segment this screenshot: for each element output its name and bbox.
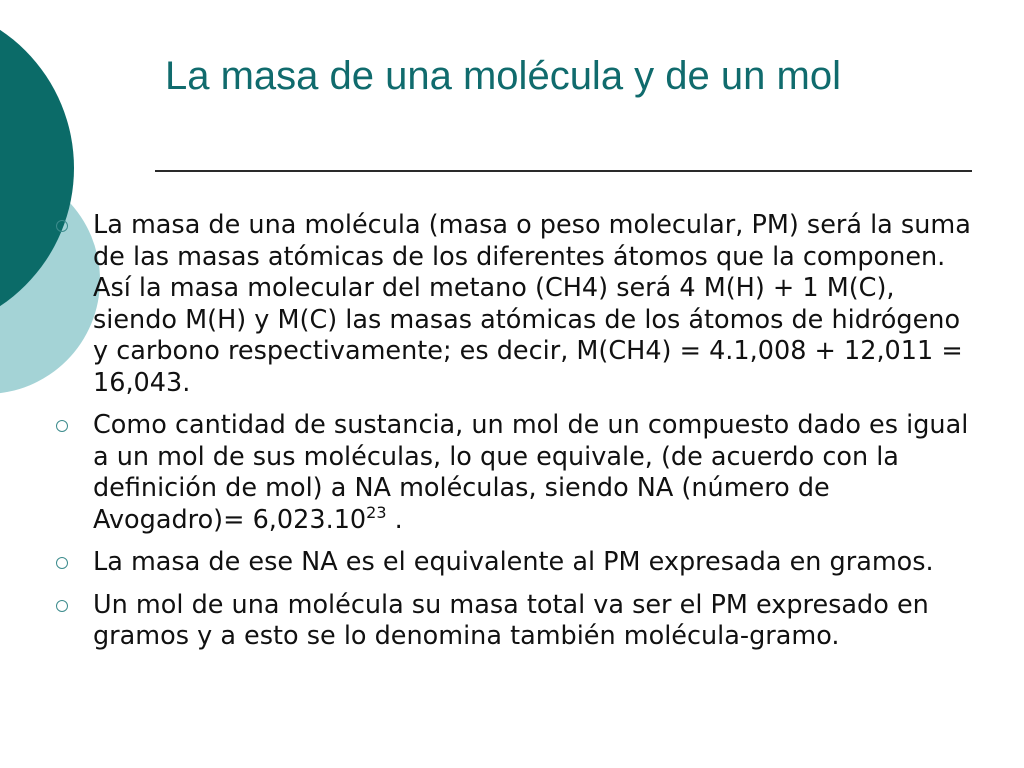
- hollow-circle-icon: [56, 420, 68, 432]
- hollow-circle-icon: [56, 600, 68, 612]
- bullet-item-mol-definition: [52, 410, 982, 536]
- bullet-text-tail: .: [386, 504, 403, 535]
- bullet-item-molecule-gram: [52, 590, 982, 653]
- hollow-circle-icon: [56, 220, 68, 232]
- slide-title: La masa de una molécula y de un mol: [165, 54, 841, 98]
- bullet-item-molecular-mass: [52, 210, 982, 399]
- hollow-circle-icon: [56, 557, 68, 569]
- bullet-text: Como cantidad de sustancia, un mol de un compuesto dado es igual a un mol de sus moléculas, lo que equivale, (de acuerdo con la definición de mol) a NA moléculas, siendo NA (número de Avogadro)= 6,023.10: [93, 410, 969, 535]
- bullet-text: La masa de una molécula (masa o peso molecular, PM) será la suma de las masas atómicas de los diferentes átomos que la componen. Así la masa molecular del metano (CH4) será 4 M(H) + 1 M(C), siendo M(H) y M(C) las masas atómicas de los átomos de hidrógeno y carbono respectivamente; es decir, M(CH4) = 4.1,008 + 12,011 = 16,043.: [93, 210, 971, 398]
- exponent-superscript: 23: [366, 502, 387, 522]
- bullet-text: Un mol de una molécula su masa total va ser el PM expresado en gramos y a esto se lo denomina también molécula-gramo.: [93, 589, 929, 651]
- bullet-item-na-mass: [52, 547, 982, 579]
- bullet-list: [52, 210, 982, 664]
- bullet-text: La masa de ese NA es el equivalente al PM expresada en gramos.: [93, 547, 934, 577]
- title-underline: [155, 170, 972, 172]
